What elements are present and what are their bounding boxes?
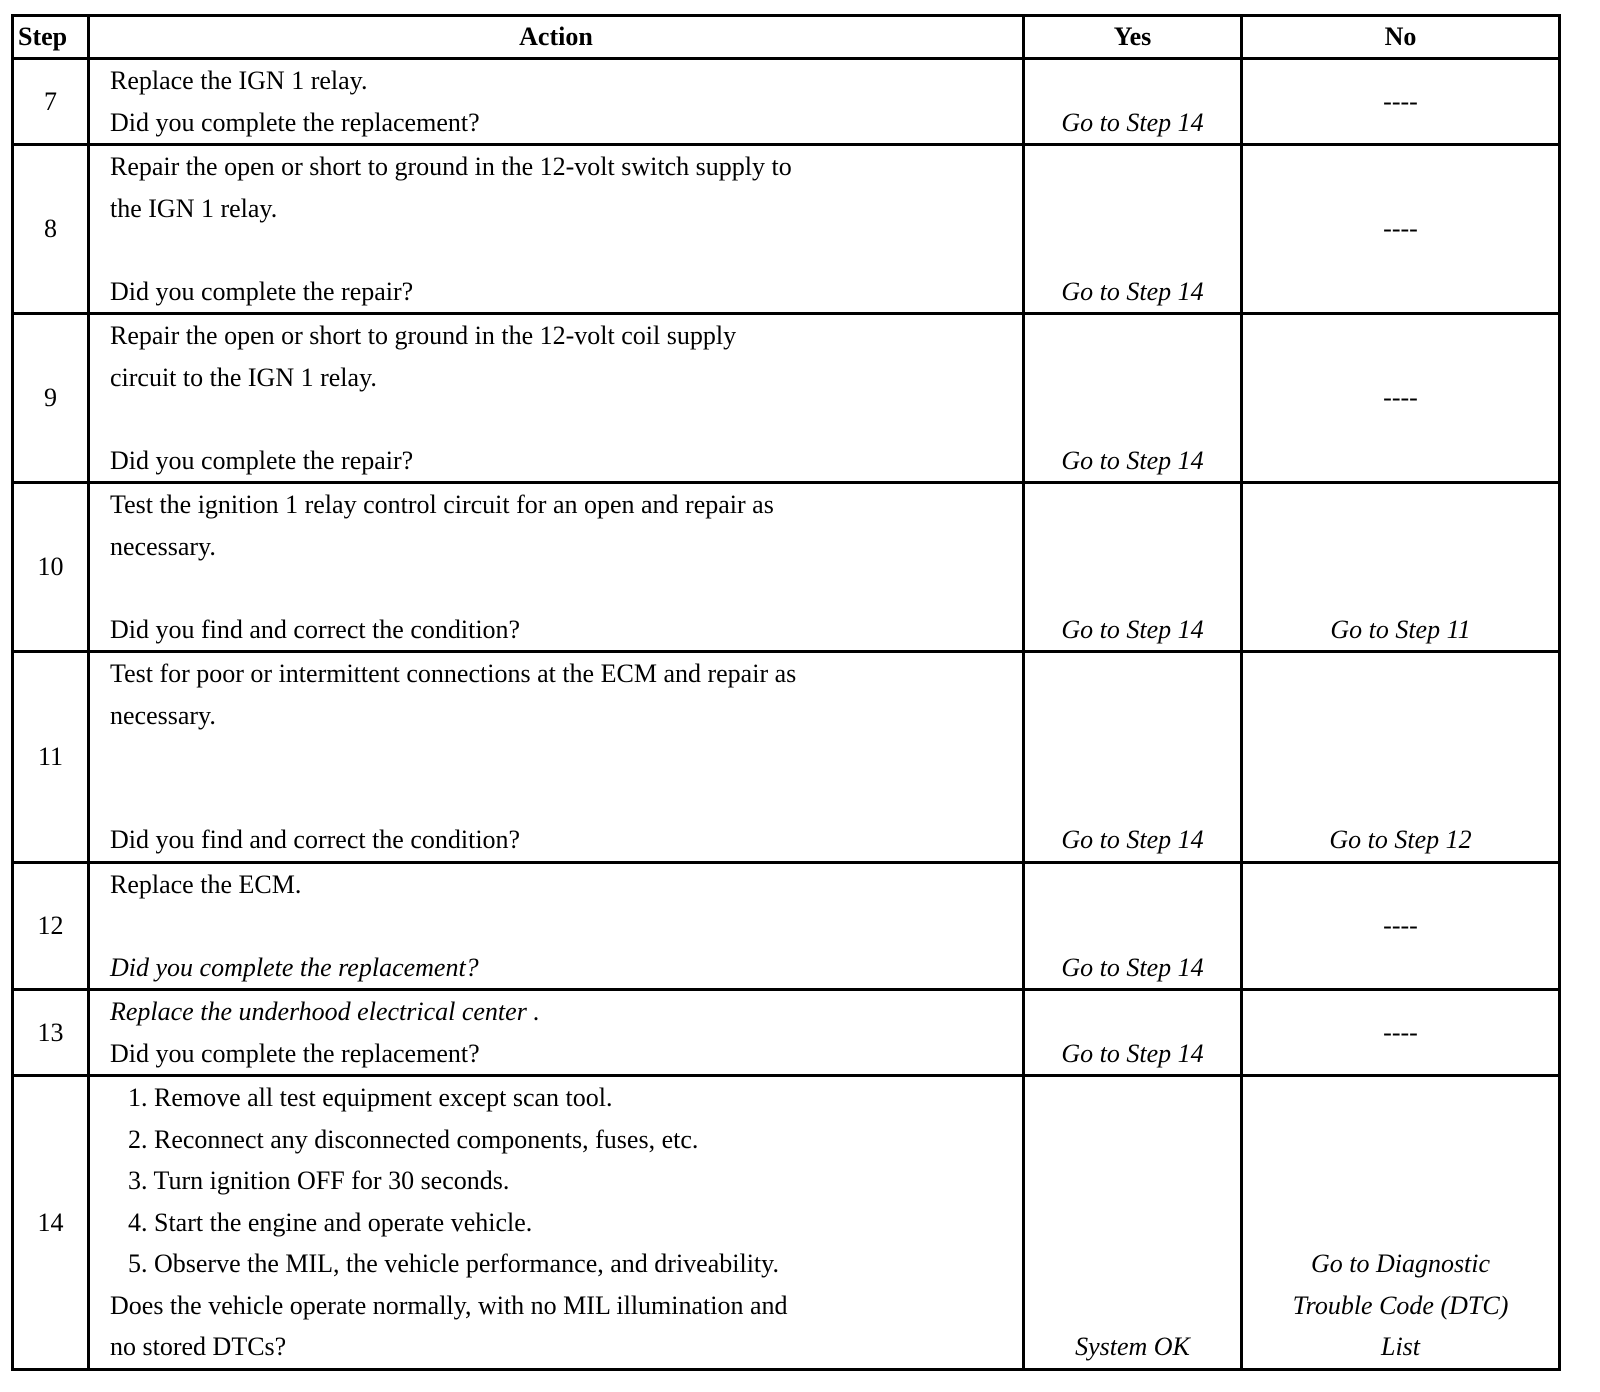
action-line: the IGN 1 relay. — [110, 193, 278, 223]
step-number: 7 — [13, 59, 89, 145]
no-cell — [1242, 59, 1560, 145]
no-text: List — [1380, 1332, 1421, 1361]
action-line: Repair the open or short to ground in the 12-volt coil supply — [110, 321, 737, 350]
table-row — [13, 862, 1560, 990]
no-cell — [1242, 652, 1560, 863]
action-line: necessary. — [110, 700, 216, 730]
action-line: Test the ignition 1 relay control circuit for an open and repair as — [110, 490, 774, 519]
yes-cell — [1024, 59, 1242, 145]
action-line — [110, 398, 1022, 440]
yes-text: Go to Step 14 — [1061, 107, 1204, 137]
yes-text: Go to Step 14 — [1061, 825, 1204, 854]
header-action: Action — [89, 16, 1024, 59]
action-line: Does the vehicle operate normally, with no MIL illumination and — [110, 1290, 788, 1320]
action-line: Replace the underhood electrical center . — [110, 997, 540, 1026]
yes-text: Go to Step 14 — [1061, 614, 1204, 644]
header-yes: Yes — [1024, 16, 1242, 59]
no-text: Go to Step 11 — [1330, 614, 1471, 644]
yes-text: Go to Step 14 — [1061, 1038, 1204, 1068]
no-cell — [1242, 145, 1560, 314]
table-row — [13, 990, 1560, 1076]
yes-cell — [1024, 483, 1242, 652]
action-line: Replace the IGN 1 relay. — [110, 66, 368, 95]
no-cell — [1242, 1076, 1560, 1370]
action-cell — [89, 652, 1024, 863]
yes-cell — [1024, 145, 1242, 314]
yes-text: Go to Step 14 — [1061, 952, 1204, 982]
no-text: ---- — [1383, 86, 1418, 116]
action-line — [110, 778, 1022, 820]
yes-text: Go to Step 14 — [1061, 445, 1204, 475]
action-cell — [89, 314, 1024, 483]
header-step: Step — [13, 16, 89, 59]
step-number: 13 — [13, 990, 89, 1076]
step-number: 12 — [13, 862, 89, 990]
yes-cell — [1024, 314, 1242, 483]
no-cell — [1242, 862, 1560, 990]
action-line: 2. Reconnect any disconnected components, fuses, etc. — [128, 1124, 699, 1154]
step-number: 10 — [13, 483, 89, 652]
no-text: ---- — [1383, 383, 1418, 413]
step-number: 9 — [13, 314, 89, 483]
action-line: Replace the ECM. — [110, 869, 302, 899]
step-number: 8 — [13, 145, 89, 314]
action-line: Did you complete the replacement? — [110, 1038, 480, 1068]
action-line: circuit to the IGN 1 relay. — [110, 362, 377, 392]
yes-cell — [1024, 862, 1242, 990]
no-text: ---- — [1383, 911, 1418, 940]
action-line — [110, 736, 1022, 778]
table-row — [13, 483, 1560, 652]
action-line — [110, 229, 1022, 271]
yes-cell — [1024, 990, 1242, 1076]
action-line: Repair the open or short to ground in the 12-volt switch supply to — [110, 152, 792, 181]
yes-text: Go to Step 14 — [1061, 276, 1204, 306]
no-text: ---- — [1383, 1017, 1418, 1047]
action-line: Did you complete the repair? — [110, 276, 414, 306]
action-cell — [89, 483, 1024, 652]
action-line: 5. Observe the MIL, the vehicle performance, and driveability. — [128, 1249, 779, 1278]
yes-text: System OK — [1075, 1332, 1190, 1361]
action-cell — [89, 1076, 1024, 1370]
table-row — [13, 1076, 1560, 1370]
action-line: Did you complete the replacement? — [110, 107, 480, 137]
no-text: Trouble Code (DTC) — [1292, 1290, 1509, 1320]
table-row — [13, 652, 1560, 863]
no-text: Go to Step 12 — [1329, 825, 1472, 854]
action-line: no stored DTCs? — [110, 1332, 287, 1361]
yes-cell — [1024, 1076, 1242, 1370]
no-text: Go to Diagnostic — [1310, 1249, 1491, 1278]
action-line: 3. Turn ignition OFF for 30 seconds. — [128, 1166, 510, 1195]
action-line: Test for poor or intermittent connections at the ECM and repair as — [110, 659, 797, 688]
action-cell — [89, 990, 1024, 1076]
step-number: 11 — [13, 652, 89, 863]
diagnostic-table — [11, 14, 1561, 1371]
action-line — [110, 905, 1022, 947]
header-no: No — [1242, 16, 1560, 59]
action-line: Did you find and correct the condition? — [110, 825, 521, 854]
action-line: Did you find and correct the condition? — [110, 614, 521, 644]
action-line — [110, 567, 1022, 609]
no-text: ---- — [1383, 214, 1418, 244]
step-number: 14 — [13, 1076, 89, 1370]
table-row — [13, 59, 1560, 145]
action-line: 1. Remove all test equipment except scan tool. — [128, 1083, 613, 1112]
action-line: Did you complete the repair? — [110, 445, 414, 475]
action-cell — [89, 145, 1024, 314]
action-line: Did you complete the replacement? — [110, 952, 479, 982]
action-cell — [89, 862, 1024, 990]
no-cell — [1242, 990, 1560, 1076]
no-cell — [1242, 314, 1560, 483]
action-line: necessary. — [110, 531, 216, 561]
table-row — [13, 145, 1560, 314]
action-cell — [89, 59, 1024, 145]
yes-cell — [1024, 652, 1242, 863]
no-cell — [1242, 483, 1560, 652]
action-line: 4. Start the engine and operate vehicle. — [128, 1207, 533, 1237]
table-row — [13, 314, 1560, 483]
header-row — [13, 16, 1560, 59]
